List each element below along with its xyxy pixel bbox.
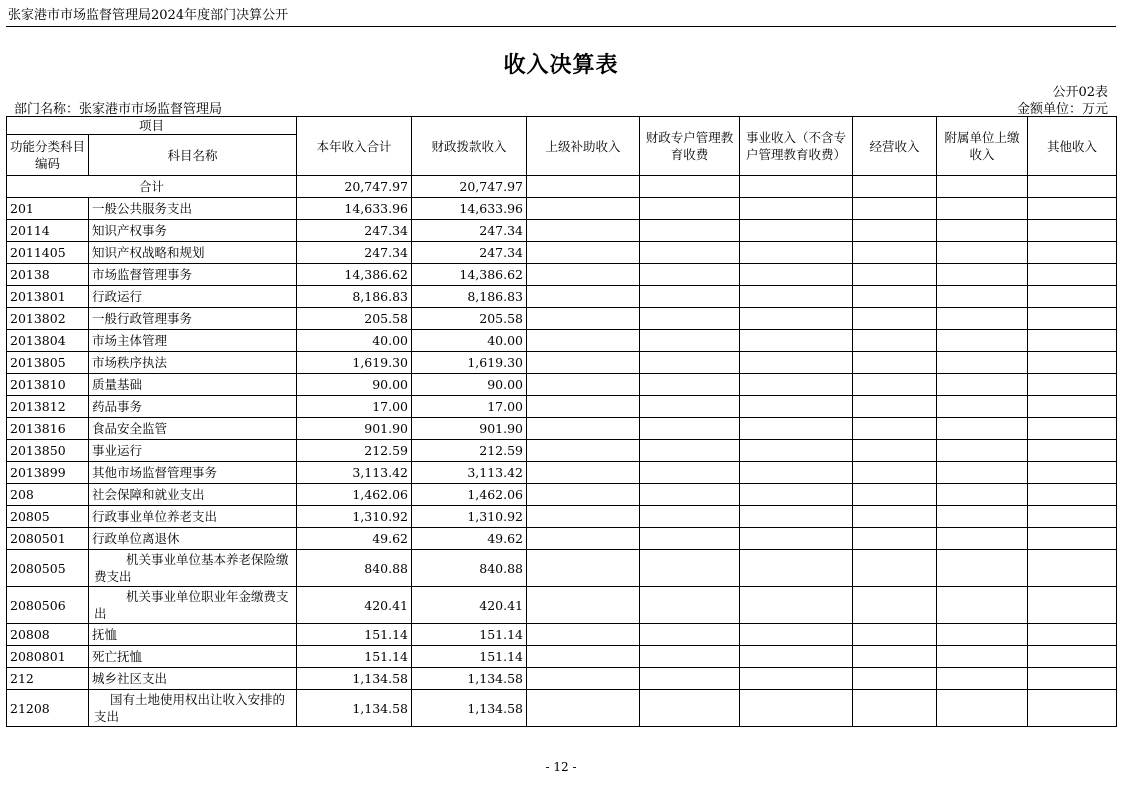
table-row bbox=[7, 668, 1117, 690]
subject-code: 2013802 bbox=[7, 308, 89, 330]
income-table bbox=[6, 116, 1117, 727]
empty-cell bbox=[640, 550, 740, 587]
empty-cell bbox=[937, 587, 1028, 624]
total-income-cell: 901.90 bbox=[297, 418, 412, 440]
total-income-cell: 247.34 bbox=[297, 242, 412, 264]
table-row bbox=[7, 352, 1117, 374]
empty-cell bbox=[937, 550, 1028, 587]
empty-cell bbox=[527, 198, 640, 220]
empty-cell bbox=[640, 690, 740, 727]
total-label: 合计 bbox=[7, 176, 297, 198]
total-income-cell: 205.58 bbox=[297, 308, 412, 330]
total-row bbox=[7, 176, 1117, 198]
empty-cell bbox=[640, 396, 740, 418]
fiscal-allocation-cell: 1,619.30 bbox=[412, 352, 527, 374]
subject-name: 其他市场监督管理事务 bbox=[89, 462, 297, 484]
empty-cell bbox=[740, 550, 853, 587]
subject-code: 2013805 bbox=[7, 352, 89, 374]
empty-cell bbox=[740, 418, 853, 440]
empty-cell bbox=[1028, 242, 1117, 264]
empty-cell bbox=[740, 668, 853, 690]
subject-code: 2011405 bbox=[7, 242, 89, 264]
empty-cell bbox=[527, 440, 640, 462]
empty-cell bbox=[527, 286, 640, 308]
empty-cell bbox=[1028, 264, 1117, 286]
subject-code: 2080505 bbox=[7, 550, 89, 587]
table-row bbox=[7, 462, 1117, 484]
empty-cell bbox=[853, 462, 937, 484]
total-income-cell: 17.00 bbox=[297, 396, 412, 418]
table-row bbox=[7, 690, 1117, 727]
empty-cell bbox=[640, 264, 740, 286]
fiscal-allocation-cell: 151.14 bbox=[412, 624, 527, 646]
empty-cell bbox=[937, 330, 1028, 352]
empty-cell bbox=[527, 418, 640, 440]
subject-code: 208 bbox=[7, 484, 89, 506]
table-row bbox=[7, 330, 1117, 352]
empty-cell bbox=[937, 396, 1028, 418]
empty-cell bbox=[740, 264, 853, 286]
subject-name: 行政事业单位养老支出 bbox=[89, 506, 297, 528]
fiscal-allocation-cell: 1,134.58 bbox=[412, 668, 527, 690]
empty-cell bbox=[853, 396, 937, 418]
empty-cell bbox=[527, 550, 640, 587]
running-header: 张家港市市场监督管理局2024年度部门决算公开 bbox=[8, 8, 289, 23]
empty-cell bbox=[1028, 308, 1117, 330]
empty-cell bbox=[937, 286, 1028, 308]
fiscal-allocation-cell: 14,386.62 bbox=[412, 264, 527, 286]
empty-cell bbox=[640, 286, 740, 308]
empty-cell bbox=[1028, 690, 1117, 727]
subject-code: 20808 bbox=[7, 624, 89, 646]
subject-code: 2013812 bbox=[7, 396, 89, 418]
empty-cell bbox=[1028, 587, 1117, 624]
empty-cell bbox=[1028, 668, 1117, 690]
table-row bbox=[7, 264, 1117, 286]
empty-cell bbox=[853, 242, 937, 264]
empty-cell bbox=[1028, 484, 1117, 506]
empty-cell bbox=[853, 330, 937, 352]
empty-cell bbox=[853, 550, 937, 587]
subject-code: 21208 bbox=[7, 690, 89, 727]
subject-name: 抚恤 bbox=[89, 624, 297, 646]
empty-cell bbox=[853, 418, 937, 440]
empty-cell bbox=[1028, 646, 1117, 668]
empty-cell bbox=[937, 176, 1028, 198]
subject-name: 食品安全监管 bbox=[89, 418, 297, 440]
subject-code: 2013899 bbox=[7, 462, 89, 484]
empty-cell bbox=[527, 374, 640, 396]
total-income-cell: 40.00 bbox=[297, 330, 412, 352]
empty-cell bbox=[527, 242, 640, 264]
empty-cell bbox=[527, 624, 640, 646]
empty-cell bbox=[740, 308, 853, 330]
subject-code: 2013801 bbox=[7, 286, 89, 308]
empty-cell bbox=[853, 528, 937, 550]
empty-cell bbox=[740, 330, 853, 352]
table-row bbox=[7, 624, 1117, 646]
empty-cell bbox=[527, 528, 640, 550]
empty-cell bbox=[937, 440, 1028, 462]
empty-cell bbox=[937, 242, 1028, 264]
subject-code: 2013810 bbox=[7, 374, 89, 396]
empty-cell bbox=[740, 220, 853, 242]
table-row bbox=[7, 528, 1117, 550]
empty-cell bbox=[527, 176, 640, 198]
fiscal-allocation-cell: 17.00 bbox=[412, 396, 527, 418]
table-row bbox=[7, 198, 1117, 220]
empty-cell bbox=[527, 646, 640, 668]
empty-cell bbox=[640, 506, 740, 528]
amount-unit: 金额单位：万元 bbox=[1016, 102, 1108, 117]
empty-cell bbox=[1028, 506, 1117, 528]
empty-cell bbox=[527, 462, 640, 484]
fiscal-allocation-cell: 1,310.92 bbox=[412, 506, 527, 528]
empty-cell bbox=[937, 198, 1028, 220]
table-row bbox=[7, 550, 1117, 587]
fiscal-allocation-cell: 247.34 bbox=[412, 242, 527, 264]
empty-cell bbox=[740, 587, 853, 624]
empty-cell bbox=[740, 396, 853, 418]
empty-cell bbox=[640, 352, 740, 374]
empty-cell bbox=[527, 220, 640, 242]
total-income-cell: 151.14 bbox=[297, 646, 412, 668]
table-row bbox=[7, 308, 1117, 330]
empty-cell bbox=[527, 587, 640, 624]
empty-cell bbox=[1028, 528, 1117, 550]
fiscal-allocation-cell: 205.58 bbox=[412, 308, 527, 330]
empty-cell bbox=[527, 264, 640, 286]
empty-cell bbox=[640, 330, 740, 352]
page-title: 收入决算表 bbox=[503, 52, 619, 78]
subject-name: 行政运行 bbox=[89, 286, 297, 308]
empty-cell bbox=[640, 668, 740, 690]
subject-code: 2080506 bbox=[7, 587, 89, 624]
empty-cell bbox=[527, 668, 640, 690]
subject-code: 20114 bbox=[7, 220, 89, 242]
subject-name: 机关事业单位基本养老保险缴费支出 bbox=[89, 550, 297, 587]
fiscal-allocation-cell: 90.00 bbox=[412, 374, 527, 396]
empty-cell bbox=[1028, 286, 1117, 308]
empty-cell bbox=[1028, 352, 1117, 374]
empty-cell bbox=[1028, 374, 1117, 396]
fiscal-allocation-cell: 420.41 bbox=[412, 587, 527, 624]
empty-cell bbox=[640, 440, 740, 462]
subject-name: 一般行政管理事务 bbox=[89, 308, 297, 330]
empty-cell bbox=[740, 286, 853, 308]
subject-name: 市场主体管理 bbox=[89, 330, 297, 352]
table-row bbox=[7, 587, 1117, 624]
empty-cell bbox=[937, 668, 1028, 690]
empty-cell bbox=[527, 396, 640, 418]
empty-cell bbox=[740, 462, 853, 484]
subject-name: 知识产权事务 bbox=[89, 220, 297, 242]
total-income-cell: 1,619.30 bbox=[297, 352, 412, 374]
total-income-cell: 1,310.92 bbox=[297, 506, 412, 528]
header-subject-name: 科目名称 bbox=[89, 135, 297, 176]
empty-cell bbox=[740, 646, 853, 668]
total-income-cell: 90.00 bbox=[297, 374, 412, 396]
empty-cell bbox=[937, 352, 1028, 374]
empty-cell bbox=[740, 440, 853, 462]
empty-cell bbox=[740, 198, 853, 220]
table-row bbox=[7, 220, 1117, 242]
subject-code: 212 bbox=[7, 668, 89, 690]
fiscal-allocation-cell: 3,113.42 bbox=[412, 462, 527, 484]
page-number: - 12 - bbox=[545, 760, 577, 774]
total-income-cell: 3,113.42 bbox=[297, 462, 412, 484]
empty-cell bbox=[1028, 418, 1117, 440]
empty-cell bbox=[853, 220, 937, 242]
empty-cell bbox=[853, 624, 937, 646]
table-row bbox=[7, 242, 1117, 264]
fiscal-allocation-cell: 1,134.58 bbox=[412, 690, 527, 727]
subject-name: 死亡抚恤 bbox=[89, 646, 297, 668]
fiscal-allocation-cell: 14,633.96 bbox=[412, 198, 527, 220]
total-income-cell: 840.88 bbox=[297, 550, 412, 587]
subject-name: 国有土地使用权出让收入安排的支出 bbox=[89, 690, 297, 727]
subject-name: 一般公共服务支出 bbox=[89, 198, 297, 220]
empty-cell bbox=[740, 484, 853, 506]
empty-cell bbox=[1028, 462, 1117, 484]
header-fiscal-special-edu: 财政专户管理教育收费 bbox=[640, 117, 740, 176]
total-income-cell: 14,386.62 bbox=[297, 264, 412, 286]
subject-name: 社会保障和就业支出 bbox=[89, 484, 297, 506]
subject-name: 城乡社区支出 bbox=[89, 668, 297, 690]
total-income-cell: 420.41 bbox=[297, 587, 412, 624]
empty-cell bbox=[527, 690, 640, 727]
empty-cell bbox=[937, 308, 1028, 330]
empty-cell bbox=[640, 308, 740, 330]
table-row bbox=[7, 396, 1117, 418]
total-income-cell: 247.34 bbox=[297, 220, 412, 242]
subject-name: 机关事业单位职业年金缴费支出 bbox=[89, 587, 297, 624]
subject-name: 事业运行 bbox=[89, 440, 297, 462]
empty-cell bbox=[740, 176, 853, 198]
subject-code: 20805 bbox=[7, 506, 89, 528]
table-row bbox=[7, 374, 1117, 396]
empty-cell bbox=[853, 352, 937, 374]
fiscal-allocation-cell: 901.90 bbox=[412, 418, 527, 440]
subject-code: 2013804 bbox=[7, 330, 89, 352]
total-income-cell: 14,633.96 bbox=[297, 198, 412, 220]
empty-cell bbox=[740, 352, 853, 374]
header-total-income: 本年收入合计 bbox=[297, 117, 412, 176]
empty-cell bbox=[1028, 624, 1117, 646]
empty-cell bbox=[640, 624, 740, 646]
fiscal-allocation-cell: 49.62 bbox=[412, 528, 527, 550]
empty-cell bbox=[853, 176, 937, 198]
empty-cell bbox=[1028, 198, 1117, 220]
subject-name: 知识产权战略和规划 bbox=[89, 242, 297, 264]
total-income-cell: 1,134.58 bbox=[297, 690, 412, 727]
empty-cell bbox=[937, 220, 1028, 242]
header-superior-subsidy: 上级补助收入 bbox=[527, 117, 640, 176]
empty-cell bbox=[937, 264, 1028, 286]
total-fiscal-value: 20,747.97 bbox=[412, 176, 527, 198]
empty-cell bbox=[640, 176, 740, 198]
empty-cell bbox=[740, 624, 853, 646]
subject-code: 2013850 bbox=[7, 440, 89, 462]
subject-name: 市场监督管理事务 bbox=[89, 264, 297, 286]
empty-cell bbox=[853, 587, 937, 624]
empty-cell bbox=[853, 690, 937, 727]
empty-cell bbox=[640, 462, 740, 484]
subject-code: 20138 bbox=[7, 264, 89, 286]
empty-cell bbox=[640, 198, 740, 220]
table-row bbox=[7, 646, 1117, 668]
fiscal-allocation-cell: 840.88 bbox=[412, 550, 527, 587]
table-row bbox=[7, 506, 1117, 528]
empty-cell bbox=[853, 198, 937, 220]
empty-cell bbox=[937, 462, 1028, 484]
empty-cell bbox=[740, 506, 853, 528]
empty-cell bbox=[1028, 220, 1117, 242]
empty-cell bbox=[853, 506, 937, 528]
header-other-income: 其他收入 bbox=[1028, 117, 1117, 176]
empty-cell bbox=[740, 690, 853, 727]
table-row bbox=[7, 418, 1117, 440]
empty-cell bbox=[527, 352, 640, 374]
department-name: 部门名称：张家港市市场监督管理局 bbox=[14, 102, 223, 117]
empty-cell bbox=[527, 308, 640, 330]
empty-cell bbox=[937, 506, 1028, 528]
table-row bbox=[7, 484, 1117, 506]
empty-cell bbox=[740, 242, 853, 264]
empty-cell bbox=[853, 308, 937, 330]
total-income-cell: 1,134.58 bbox=[297, 668, 412, 690]
empty-cell bbox=[937, 528, 1028, 550]
empty-cell bbox=[853, 484, 937, 506]
total-income-cell: 212.59 bbox=[297, 440, 412, 462]
fiscal-allocation-cell: 151.14 bbox=[412, 646, 527, 668]
subject-code: 2013816 bbox=[7, 418, 89, 440]
total-income-cell: 49.62 bbox=[297, 528, 412, 550]
empty-cell bbox=[853, 374, 937, 396]
empty-cell bbox=[853, 668, 937, 690]
empty-cell bbox=[640, 484, 740, 506]
header-business-income: 事业收入（不含专户管理教育收费） bbox=[740, 117, 853, 176]
header-affiliated-income: 附属单位上缴收入 bbox=[937, 117, 1028, 176]
total-income-cell: 151.14 bbox=[297, 624, 412, 646]
subject-code: 2080501 bbox=[7, 528, 89, 550]
table-number: 公开02表 bbox=[1052, 85, 1108, 100]
subject-name: 质量基础 bbox=[89, 374, 297, 396]
fiscal-allocation-cell: 40.00 bbox=[412, 330, 527, 352]
empty-cell bbox=[740, 374, 853, 396]
empty-cell bbox=[853, 646, 937, 668]
total-income-value: 20,747.97 bbox=[297, 176, 412, 198]
subject-name: 行政单位离退休 bbox=[89, 528, 297, 550]
empty-cell bbox=[640, 242, 740, 264]
empty-cell bbox=[527, 330, 640, 352]
subject-name: 药品事务 bbox=[89, 396, 297, 418]
header-func-code: 功能分类科目编码 bbox=[7, 135, 89, 176]
empty-cell bbox=[937, 624, 1028, 646]
empty-cell bbox=[937, 646, 1028, 668]
empty-cell bbox=[527, 484, 640, 506]
empty-cell bbox=[740, 528, 853, 550]
subject-name: 市场秩序执法 bbox=[89, 352, 297, 374]
empty-cell bbox=[1028, 176, 1117, 198]
total-income-cell: 1,462.06 bbox=[297, 484, 412, 506]
empty-cell bbox=[640, 220, 740, 242]
fiscal-allocation-cell: 8,186.83 bbox=[412, 286, 527, 308]
total-income-cell: 8,186.83 bbox=[297, 286, 412, 308]
fiscal-allocation-cell: 247.34 bbox=[412, 220, 527, 242]
empty-cell bbox=[937, 418, 1028, 440]
empty-cell bbox=[1028, 440, 1117, 462]
empty-cell bbox=[527, 506, 640, 528]
fiscal-allocation-cell: 212.59 bbox=[412, 440, 527, 462]
header-fiscal-allocation: 财政拨款收入 bbox=[412, 117, 527, 176]
header-operating-income: 经营收入 bbox=[853, 117, 937, 176]
table-row bbox=[7, 440, 1117, 462]
empty-cell bbox=[640, 374, 740, 396]
empty-cell bbox=[853, 440, 937, 462]
empty-cell bbox=[1028, 396, 1117, 418]
empty-cell bbox=[640, 587, 740, 624]
empty-cell bbox=[937, 484, 1028, 506]
empty-cell bbox=[1028, 550, 1117, 587]
empty-cell bbox=[937, 374, 1028, 396]
empty-cell bbox=[937, 690, 1028, 727]
table-row bbox=[7, 286, 1117, 308]
empty-cell bbox=[640, 528, 740, 550]
header-project: 项目 bbox=[7, 117, 297, 135]
empty-cell bbox=[1028, 330, 1117, 352]
header-rule bbox=[6, 26, 1116, 27]
subject-code: 2080801 bbox=[7, 646, 89, 668]
empty-cell bbox=[640, 418, 740, 440]
fiscal-allocation-cell: 1,462.06 bbox=[412, 484, 527, 506]
empty-cell bbox=[853, 286, 937, 308]
empty-cell bbox=[640, 646, 740, 668]
subject-code: 201 bbox=[7, 198, 89, 220]
empty-cell bbox=[853, 264, 937, 286]
